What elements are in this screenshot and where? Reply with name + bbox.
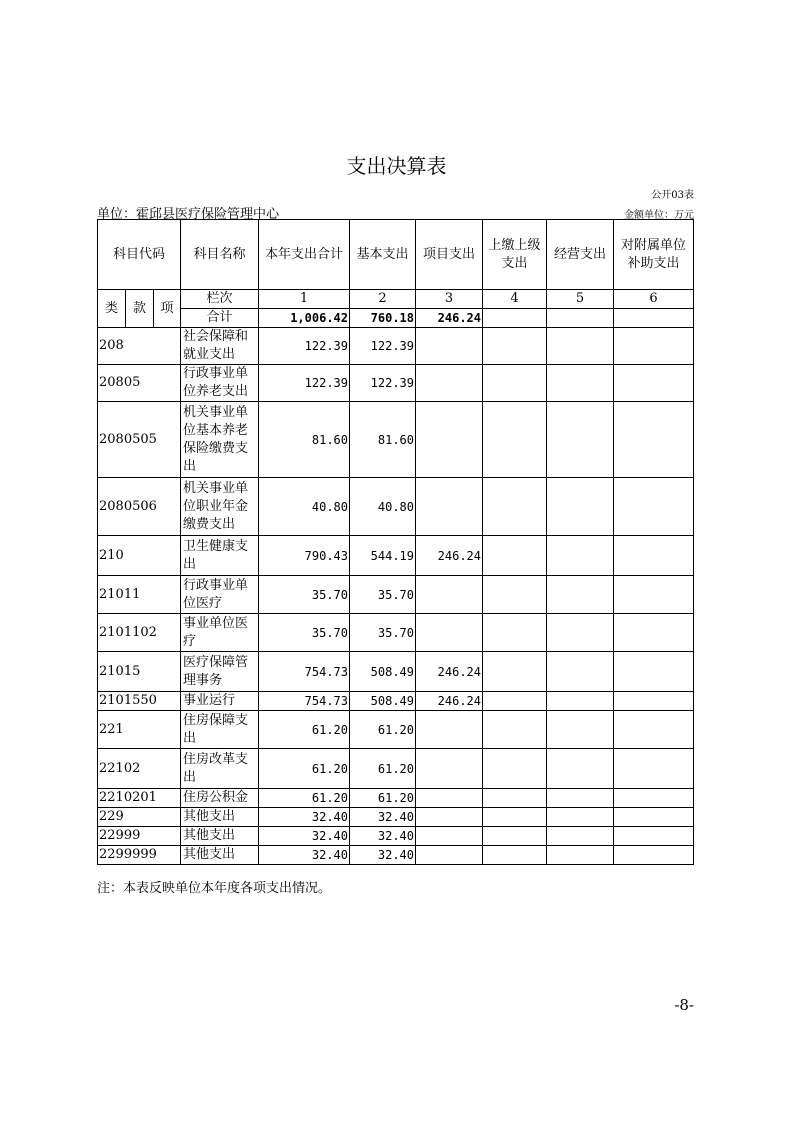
row-total: 754.73 — [259, 652, 350, 692]
row-name: 其他支出 — [181, 827, 259, 846]
row-project — [416, 614, 483, 652]
row-code: 2080505 — [98, 402, 181, 478]
table-row — [98, 711, 694, 749]
row-project — [416, 789, 483, 808]
row-upper — [483, 827, 547, 846]
total-row-basic: 760.18 — [350, 309, 416, 328]
row-total: 32.40 — [259, 808, 350, 827]
col-index-2: 2 — [350, 290, 416, 309]
table-row — [98, 328, 694, 365]
row-subsidy — [614, 614, 694, 652]
row-name: 住房改革支出 — [181, 749, 259, 789]
row-code: 21015 — [98, 652, 181, 692]
row-subsidy — [614, 808, 694, 827]
row-basic: 61.20 — [350, 711, 416, 749]
row-business — [547, 749, 614, 789]
table-row — [98, 789, 694, 808]
row-total: 122.39 — [259, 365, 350, 402]
total-row-upper — [483, 309, 547, 328]
row-code: 229 — [98, 808, 181, 827]
row-basic: 81.60 — [350, 402, 416, 478]
row-code: 210 — [98, 536, 181, 576]
table-row — [98, 614, 694, 652]
row-project — [416, 808, 483, 827]
row-subsidy — [614, 478, 694, 536]
page-title: 支出决算表 — [346, 154, 447, 178]
row-name: 行政事业单位医疗 — [181, 576, 259, 614]
row-business — [547, 478, 614, 536]
row-project: 246.24 — [416, 536, 483, 576]
col-index-5: 5 — [547, 290, 614, 309]
row-code: 2101102 — [98, 614, 181, 652]
row-total: 32.40 — [259, 827, 350, 846]
header-kuan: 款 — [126, 290, 154, 328]
row-total: 32.40 — [259, 846, 350, 865]
row-basic: 32.40 — [350, 808, 416, 827]
table-row — [98, 652, 694, 692]
row-business — [547, 576, 614, 614]
header-lei: 类 — [98, 290, 126, 328]
row-total: 122.39 — [259, 328, 350, 365]
header-lanci: 栏次 — [181, 290, 259, 309]
header-business: 经营支出 — [547, 220, 614, 290]
row-project — [416, 711, 483, 749]
row-total: 40.80 — [259, 478, 350, 536]
row-code: 2210201 — [98, 789, 181, 808]
row-business — [547, 827, 614, 846]
row-upper — [483, 808, 547, 827]
amount-unit-label: 金额单位：万元 — [624, 210, 694, 221]
row-project — [416, 478, 483, 536]
row-subsidy — [614, 576, 694, 614]
header-basic: 基本支出 — [350, 220, 416, 290]
row-subsidy — [614, 328, 694, 365]
row-subsidy — [614, 789, 694, 808]
row-basic: 122.39 — [350, 328, 416, 365]
row-upper — [483, 536, 547, 576]
row-code: 22102 — [98, 749, 181, 789]
unit-label: 单位：霍邱县医疗保险管理中心 — [97, 207, 280, 222]
row-subsidy — [614, 846, 694, 865]
row-total: 81.60 — [259, 402, 350, 478]
row-name: 住房公积金 — [181, 789, 259, 808]
row-code: 21011 — [98, 576, 181, 614]
header-xiang: 项 — [154, 290, 181, 328]
row-subsidy — [614, 692, 694, 711]
row-total: 754.73 — [259, 692, 350, 711]
total-row-business — [547, 309, 614, 328]
row-project — [416, 749, 483, 789]
col-index-6: 6 — [614, 290, 694, 309]
row-basic: 32.40 — [350, 846, 416, 865]
row-code: 2299999 — [98, 846, 181, 865]
row-project — [416, 365, 483, 402]
row-basic: 61.20 — [350, 789, 416, 808]
row-business — [547, 692, 614, 711]
table-row — [98, 365, 694, 402]
row-business — [547, 808, 614, 827]
row-project: 246.24 — [416, 692, 483, 711]
header-total: 本年支出合计 — [259, 220, 350, 290]
row-project — [416, 827, 483, 846]
row-business — [547, 328, 614, 365]
row-upper — [483, 614, 547, 652]
form-code: 公开03表 — [651, 190, 694, 201]
row-business — [547, 789, 614, 808]
table-row — [98, 402, 694, 478]
total-row-project: 246.24 — [416, 309, 483, 328]
row-subsidy — [614, 402, 694, 478]
row-business — [547, 536, 614, 576]
row-code: 208 — [98, 328, 181, 365]
row-total: 61.20 — [259, 789, 350, 808]
row-upper — [483, 711, 547, 749]
row-name: 其他支出 — [181, 808, 259, 827]
row-basic: 35.70 — [350, 576, 416, 614]
row-basic: 35.70 — [350, 614, 416, 652]
row-upper — [483, 789, 547, 808]
row-subsidy — [614, 827, 694, 846]
table-row — [98, 827, 694, 846]
row-subsidy — [614, 536, 694, 576]
total-row-total: 1,006.42 — [259, 309, 350, 328]
table-row — [98, 536, 694, 576]
row-upper — [483, 749, 547, 789]
row-business — [547, 846, 614, 865]
row-subsidy — [614, 749, 694, 789]
row-subsidy — [614, 652, 694, 692]
row-total: 35.70 — [259, 614, 350, 652]
row-upper — [483, 328, 547, 365]
row-upper — [483, 692, 547, 711]
row-upper — [483, 576, 547, 614]
row-code: 221 — [98, 711, 181, 749]
row-basic: 122.39 — [350, 365, 416, 402]
table-row — [98, 692, 694, 711]
row-code: 20805 — [98, 365, 181, 402]
row-project — [416, 328, 483, 365]
row-name: 事业单位医疗 — [181, 614, 259, 652]
table-note: 注：本表反映单位本年度各项支出情况。 — [97, 881, 332, 896]
total-row-label: 合计 — [181, 309, 259, 328]
row-business — [547, 711, 614, 749]
header-subsidy: 对附属单位补助支出 — [614, 220, 694, 290]
row-upper — [483, 846, 547, 865]
row-project: 246.24 — [416, 652, 483, 692]
row-project — [416, 576, 483, 614]
row-name: 机关事业单位基本养老保险缴费支出 — [181, 402, 259, 478]
row-upper — [483, 365, 547, 402]
row-name: 其他支出 — [181, 846, 259, 865]
col-index-3: 3 — [416, 290, 483, 309]
header-project: 项目支出 — [416, 220, 483, 290]
row-business — [547, 365, 614, 402]
table-row — [98, 478, 694, 536]
row-project — [416, 846, 483, 865]
row-basic: 32.40 — [350, 827, 416, 846]
row-subsidy — [614, 365, 694, 402]
table-row — [98, 846, 694, 865]
row-name: 社会保障和就业支出 — [181, 328, 259, 365]
row-name: 医疗保障管理事务 — [181, 652, 259, 692]
row-total: 61.20 — [259, 711, 350, 749]
page-number: -8- — [674, 996, 694, 1014]
row-business — [547, 402, 614, 478]
row-subsidy — [614, 711, 694, 749]
row-code: 2101550 — [98, 692, 181, 711]
col-index-1: 1 — [259, 290, 350, 309]
row-project — [416, 402, 483, 478]
row-basic: 508.49 — [350, 652, 416, 692]
row-basic: 40.80 — [350, 478, 416, 536]
expenditure-table — [97, 219, 694, 865]
row-name: 住房保障支出 — [181, 711, 259, 749]
col-index-4: 4 — [483, 290, 547, 309]
total-row-subsidy — [614, 309, 694, 328]
row-name: 机关事业单位职业年金缴费支出 — [181, 478, 259, 536]
table-row — [98, 749, 694, 789]
row-name: 卫生健康支出 — [181, 536, 259, 576]
row-upper — [483, 478, 547, 536]
row-business — [547, 652, 614, 692]
table-row — [98, 576, 694, 614]
row-name: 事业运行 — [181, 692, 259, 711]
header-name: 科目名称 — [181, 220, 259, 290]
row-basic: 61.20 — [350, 749, 416, 789]
header-code: 科目代码 — [98, 220, 181, 290]
row-code: 22999 — [98, 827, 181, 846]
row-code: 2080506 — [98, 478, 181, 536]
row-total: 790.43 — [259, 536, 350, 576]
row-total: 35.70 — [259, 576, 350, 614]
row-name: 行政事业单位养老支出 — [181, 365, 259, 402]
row-upper — [483, 652, 547, 692]
row-basic: 508.49 — [350, 692, 416, 711]
row-total: 61.20 — [259, 749, 350, 789]
header-upper: 上缴上级支出 — [483, 220, 547, 290]
row-basic: 544.19 — [350, 536, 416, 576]
row-business — [547, 614, 614, 652]
table-row — [98, 808, 694, 827]
row-upper — [483, 402, 547, 478]
